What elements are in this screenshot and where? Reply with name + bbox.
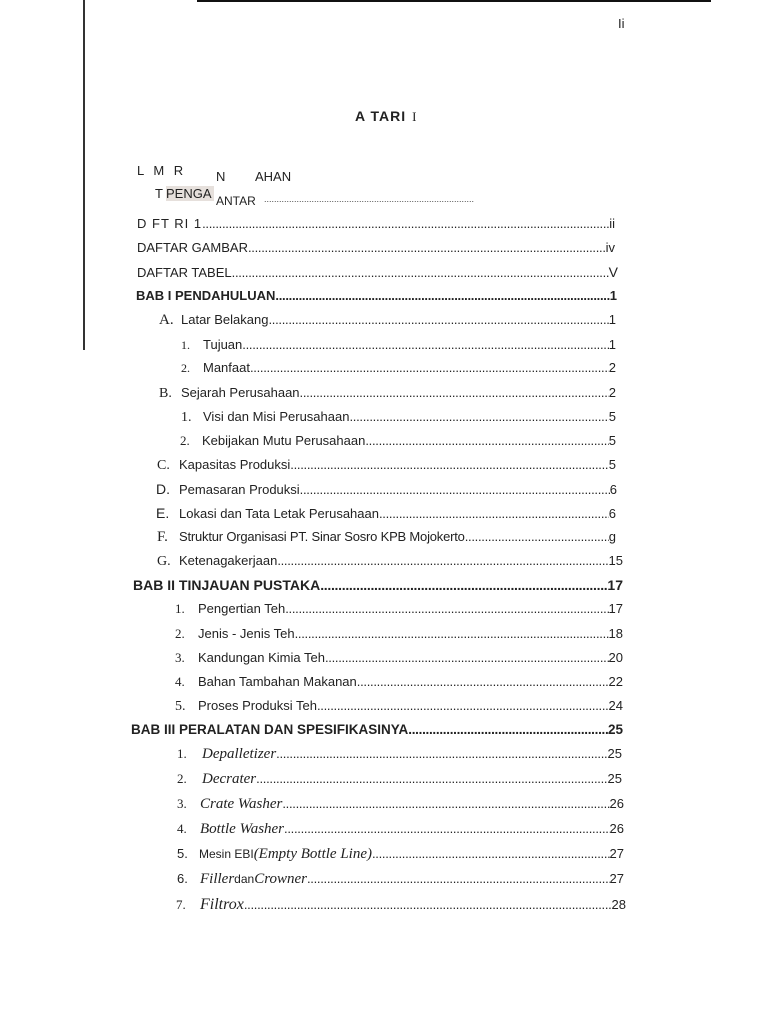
toc-page: 17 xyxy=(608,601,623,616)
page-title xyxy=(355,108,417,125)
title-suffix: I xyxy=(412,109,418,124)
toc-label: Visi dan Misi Perusahaan xyxy=(203,409,350,424)
toc-label: Kandungan Kimia Teh xyxy=(198,650,325,665)
toc-num: 4. xyxy=(175,674,185,689)
toc-label: Lokasi dan Tata Letak Perusahaan xyxy=(179,506,379,521)
toc-label: Crate Washer xyxy=(200,796,283,812)
toc-page: 1 xyxy=(608,337,616,352)
toc-num: G. xyxy=(157,554,171,569)
toc-label: Decrater xyxy=(202,771,257,787)
toc-label-italic: Filler xyxy=(200,871,235,887)
toc-page: 6 xyxy=(609,482,617,497)
toc-page: 22 xyxy=(608,674,623,689)
toc-row xyxy=(156,481,617,501)
toc-row xyxy=(156,505,616,525)
toc-row xyxy=(177,821,624,841)
toc-label: Kapasitas Produksi xyxy=(179,457,291,472)
toc-page: 2 xyxy=(608,385,616,400)
toc-num: F. xyxy=(157,529,168,545)
toc-row xyxy=(159,312,616,332)
toc-label: D FT RI 1 xyxy=(137,216,203,231)
top-rule-line xyxy=(197,0,711,2)
toc-row xyxy=(159,385,616,405)
toc-row xyxy=(175,650,623,670)
toc-page: 27 xyxy=(609,846,624,861)
toc-num: 1. xyxy=(175,601,185,616)
toc-num: C. xyxy=(157,458,170,473)
toc-page: 24 xyxy=(608,698,623,713)
left-margin-line xyxy=(83,0,85,350)
toc-num: E. xyxy=(156,505,170,521)
toc-row xyxy=(181,409,616,429)
toc-row xyxy=(131,722,623,742)
toc-num: 4. xyxy=(177,821,187,836)
toc-num: 2. xyxy=(175,626,185,641)
toc-page: 1 xyxy=(609,288,617,303)
toc-row xyxy=(175,626,623,646)
garble-line1c: AHAN xyxy=(255,169,292,184)
toc-page: 15 xyxy=(608,553,623,568)
toc-label: Manfaat xyxy=(203,360,250,375)
toc-row xyxy=(137,216,615,236)
toc-label: Latar Belakang xyxy=(181,312,269,327)
toc-row xyxy=(175,698,623,718)
toc-row xyxy=(157,529,616,549)
toc-page: 25 xyxy=(607,771,622,786)
toc-page: 2 xyxy=(608,360,616,375)
toc-label-italic: Crowner xyxy=(254,871,307,887)
toc-page: V xyxy=(608,264,618,280)
toc-page: 25 xyxy=(607,746,622,761)
toc-label: Pengertian Teh xyxy=(198,601,286,616)
toc-row xyxy=(177,746,622,766)
page-number: Ii xyxy=(618,16,625,31)
toc-label: BAB II TINJAUAN PUSTAKA xyxy=(133,577,321,593)
toc-page: 27 xyxy=(609,871,624,886)
toc-page: 25 xyxy=(607,722,623,737)
toc-row xyxy=(180,433,616,453)
toc-row xyxy=(133,577,623,597)
toc-num: 2. xyxy=(180,433,190,448)
toc-label: Mesin EBI xyxy=(199,847,254,861)
toc-page: 1 xyxy=(608,312,616,327)
garble-line2c: ANTAR xyxy=(216,194,256,208)
toc-label: Sejarah Perusahaan xyxy=(181,385,300,400)
toc-page: 5 xyxy=(608,433,616,448)
toc-num: 1. xyxy=(181,410,192,425)
toc-label: BAB III PERALATAN DAN SPESIFIKASINYA xyxy=(131,722,409,737)
toc-page: ii xyxy=(609,216,615,231)
garble-line2b: PENGA xyxy=(166,186,214,201)
toc-label: Proses Produksi Teh xyxy=(198,698,317,713)
title-main: A TARI xyxy=(355,108,407,124)
toc-num: 6. xyxy=(177,871,188,886)
toc-num: 3. xyxy=(177,796,187,811)
toc-row xyxy=(137,264,618,284)
toc-page: 5 xyxy=(608,457,616,472)
toc-label: Depalletizer xyxy=(202,746,277,762)
toc-row xyxy=(177,871,624,891)
garble-line2-dots: .................................................................................... xyxy=(264,194,475,204)
toc-page: 26 xyxy=(609,796,624,811)
toc-label: Filtrox xyxy=(200,896,244,913)
toc-page: 17 xyxy=(607,577,623,593)
toc-label: Bahan Tambahan Makanan xyxy=(198,674,357,689)
toc-num: B. xyxy=(159,386,172,401)
toc-row xyxy=(157,457,616,477)
toc-label: DAFTAR TABEL xyxy=(137,265,232,280)
toc-num: 5. xyxy=(175,699,186,714)
toc-page: 5 xyxy=(608,409,616,424)
toc-num: 1. xyxy=(177,746,187,761)
toc-label: DAFTAR GAMBAR xyxy=(137,240,248,255)
toc-row xyxy=(181,360,616,380)
toc-num: D. xyxy=(156,481,170,497)
toc-num: 7. xyxy=(176,897,186,912)
toc-row xyxy=(181,337,616,357)
toc-num: 5. xyxy=(177,846,188,861)
toc-label: Struktur Organisasi PT. Sinar Sosro KPB Mojokerto xyxy=(179,529,465,544)
toc-label: BAB I PENDAHULUAN xyxy=(136,288,276,303)
toc-page: 26 xyxy=(609,821,624,836)
toc-label: Bottle Washer xyxy=(200,821,285,837)
toc-row xyxy=(177,796,624,816)
toc-row xyxy=(175,601,623,621)
garble-line1a: L M R xyxy=(137,163,187,178)
toc-row xyxy=(136,288,617,308)
toc-page: iv xyxy=(605,240,615,255)
toc-label-italic: (Empty Bottle Line) xyxy=(253,846,372,862)
toc-row xyxy=(176,896,626,916)
toc-label-conj: dan xyxy=(234,872,255,886)
toc-row xyxy=(137,240,615,260)
toc-label: Jenis - Jenis Teh xyxy=(198,626,295,641)
toc-num: A. xyxy=(159,312,174,328)
toc-num: 2. xyxy=(177,771,187,786)
toc-label: Tujuan xyxy=(203,337,243,352)
toc-num: 1. xyxy=(181,338,190,352)
toc-page: 6 xyxy=(608,506,616,521)
toc-label: Pemasaran Produksi xyxy=(179,482,300,497)
toc-row xyxy=(157,553,623,573)
toc-row xyxy=(177,771,622,791)
garble-line2a: T xyxy=(155,186,163,201)
toc-row xyxy=(177,846,624,866)
toc-num: 2. xyxy=(181,361,190,375)
toc-row xyxy=(175,674,623,694)
toc-label: Kebijakan Mutu Perusahaan xyxy=(202,433,366,448)
garble-line1b: N xyxy=(216,169,226,184)
toc-page: 28 xyxy=(611,897,626,912)
toc-page: g xyxy=(608,529,616,544)
toc-label: Ketenagakerjaan xyxy=(179,553,278,568)
toc-page: 20 xyxy=(608,650,623,665)
toc-num: 3. xyxy=(175,650,185,665)
toc-page: 18 xyxy=(608,626,623,641)
